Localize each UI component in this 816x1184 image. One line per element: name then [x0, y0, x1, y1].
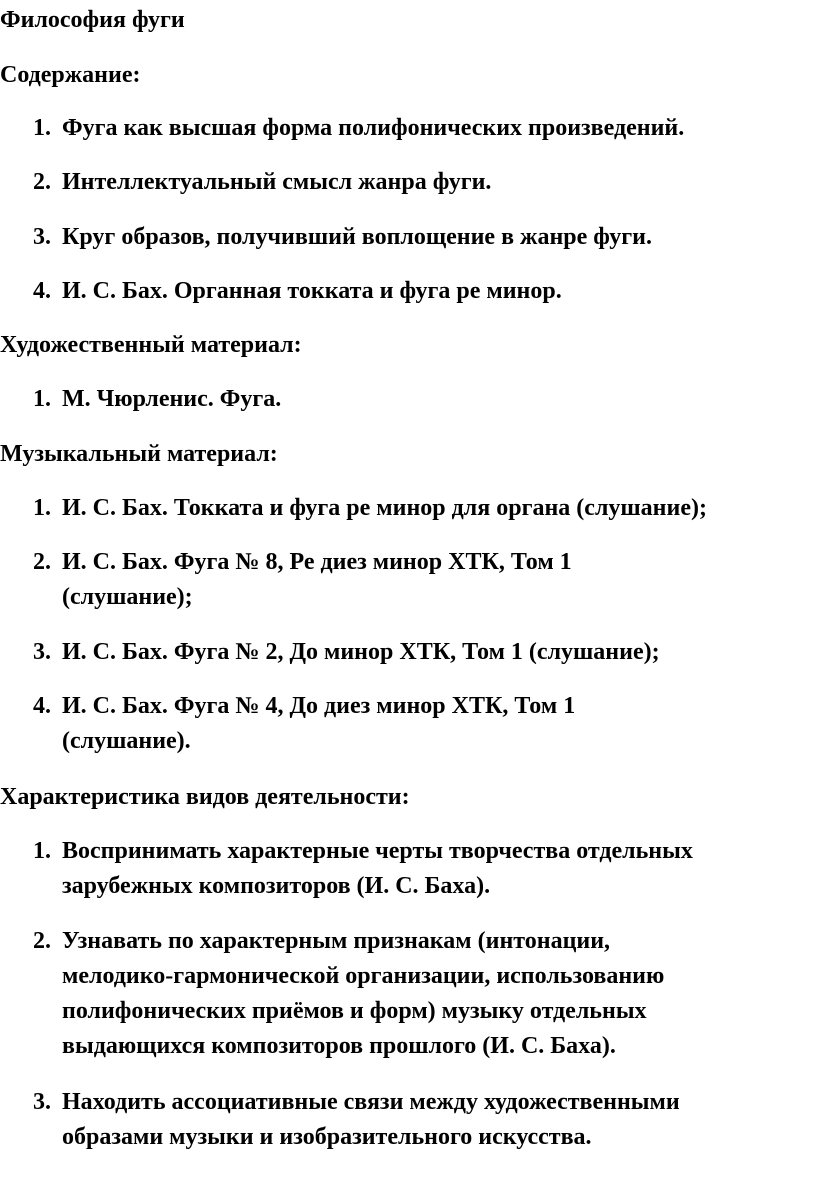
section-heading-music-material: Музыкальный материал: — [0, 441, 278, 467]
list-item-text: Воспринимать характерные черты творчества отдельных — [62, 838, 693, 864]
section-heading-contents: Содержание: — [0, 62, 141, 88]
list-item-text: И. С. Бах. Фуга № 2, До минор ХТК, Том 1 (слушание); — [62, 639, 660, 665]
list-number: 1. — [33, 386, 51, 412]
list-item-text: (слушание); — [62, 584, 193, 610]
section-heading-art-material: Художественный материал: — [0, 332, 302, 358]
list-number: 2. — [33, 169, 51, 195]
section-heading-activities: Характеристика видов деятельности: — [0, 784, 410, 810]
list-item-text: М. Чюрленис. Фуга. — [62, 386, 282, 412]
list-item-text: Круг образов, получивший воплощение в жанре фуги. — [62, 224, 653, 250]
list-number: 1. — [33, 115, 51, 141]
list-number: 1. — [33, 838, 51, 864]
list-item-text: Узнавать по характерным признакам (интонации, — [62, 928, 611, 954]
list-item-text: Находить ассоциативные связи между художественными — [62, 1089, 680, 1115]
list-number: 1. — [33, 495, 51, 521]
list-item-text: И. С. Бах. Фуга № 8, Ре диез минор ХТК, Том 1 — [62, 549, 572, 575]
list-number: 4. — [33, 693, 51, 719]
list-number: 3. — [33, 1089, 51, 1115]
list-item-text: полифонических приёмов и форм) музыку отдельных — [62, 998, 647, 1024]
list-number: 2. — [33, 549, 51, 575]
list-item-text: зарубежных композиторов (И. С. Баха). — [62, 873, 491, 899]
list-number: 2. — [33, 928, 51, 954]
document-title: Философия фуги — [0, 7, 185, 33]
list-number: 3. — [33, 639, 51, 665]
list-number: 4. — [33, 278, 51, 304]
list-item-text: (слушание). — [62, 728, 191, 754]
list-item-text: образами музыки и изобразительного искусства. — [62, 1124, 592, 1150]
list-item-text: мелодико-гармонической организации, использованию — [62, 963, 665, 989]
list-item-text: И. С. Бах. Органная токката и фуга ре минор. — [62, 278, 562, 304]
list-item-text: Фуга как высшая форма полифонических произведений. — [62, 115, 685, 141]
list-item-text: выдающихся композиторов прошлого (И. С. Баха). — [62, 1033, 616, 1059]
list-number: 3. — [33, 224, 51, 250]
list-item-text: И. С. Бах. Токката и фуга ре минор для органа (слушание); — [62, 495, 707, 521]
list-item-text: И. С. Бах. Фуга № 4, До диез минор ХТК, Том 1 — [62, 693, 576, 719]
list-item-text: Интеллектуальный смысл жанра фуги. — [62, 169, 492, 195]
